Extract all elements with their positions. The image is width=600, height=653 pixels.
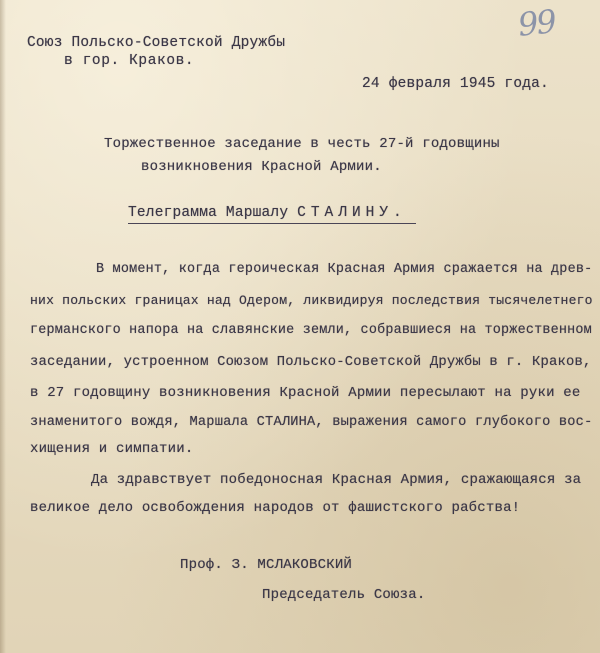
heading-line-2: возникновения Красной Армии. bbox=[141, 159, 382, 175]
heading-line-1: Торжественное заседание в честь 27-й годовщины bbox=[104, 136, 500, 152]
sender-line-1: Союз Польско-Советской Дружбы bbox=[27, 35, 286, 51]
signature-title: Председатель Союза. bbox=[262, 587, 426, 603]
body-line: в 27 годовщину возникновения Красной Армии пересылают на руки ее bbox=[30, 385, 581, 401]
page-edge-shadow bbox=[0, 0, 6, 653]
body-line: германского напора на славянские земли, собравшиеся на торжественном bbox=[30, 323, 592, 338]
sender-line-2: в гор. Краков. bbox=[64, 53, 195, 69]
telegram-title-name: СТАЛИНУ. bbox=[297, 205, 407, 221]
body-line: знаменитого вождя, Маршала СТАЛИНА, выражения самого глубокого вос- bbox=[30, 415, 593, 430]
body-line: В момент, когда героическая Красная Армия сражается на древ- bbox=[96, 262, 593, 277]
document-date: 24 февраля 1945 года. bbox=[362, 76, 549, 92]
signature-name: Проф. З. МСЛАКОВСКИЙ bbox=[180, 557, 353, 573]
telegram-title bbox=[128, 205, 407, 221]
body-line: великое дело освобождения народов от фашистского рабства! bbox=[30, 500, 521, 516]
telegram-title-prefix: Телеграмма Маршалу bbox=[128, 205, 289, 221]
handwritten-page-number: 99 bbox=[516, 2, 557, 44]
body-line: хищения и симпатии. bbox=[30, 441, 194, 457]
body-line: заседании, устроенном Союзом Польско-Советской Дружбы в г. Краков, bbox=[30, 354, 592, 370]
body-line: Да здравствует победоносная Красная Армия, сражающаяся за bbox=[91, 472, 582, 488]
telegram-title-underline bbox=[128, 223, 416, 224]
body-line: них польских границах над Одером, ликвидируя последствия тысячелетнего bbox=[30, 293, 593, 308]
